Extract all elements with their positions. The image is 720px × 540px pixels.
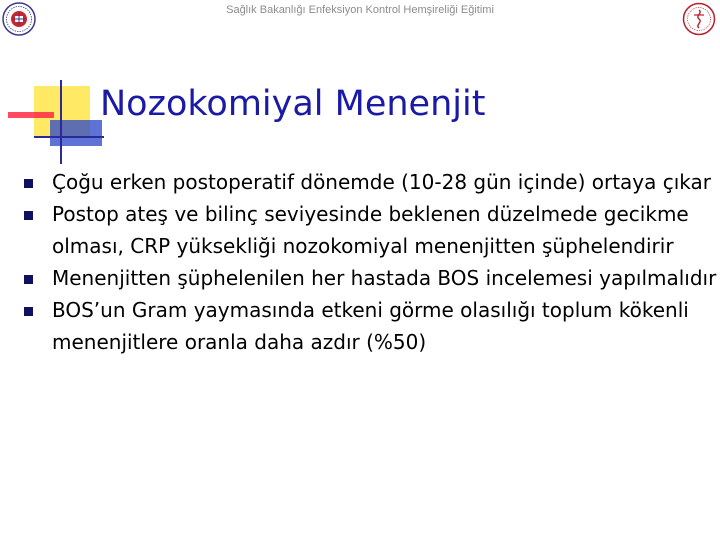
bullet-text: Çoğu erken postoperatif dönemde (10-28 gün içinde) ortaya çıkar — [52, 170, 712, 194]
slide-title: Nozokomiyal Menenjit — [100, 84, 486, 124]
square-bullet-icon — [24, 179, 33, 188]
bullet-list — [24, 166, 718, 358]
square-bullet-icon — [24, 211, 33, 220]
bullet-text: Menenjitten şüphelenilen her hastada BOS incelemesi yapılmalıdır — [52, 266, 717, 290]
list-item — [24, 294, 718, 358]
list-item — [24, 198, 718, 262]
header-text: Sağlık Bakanlığı Enfeksiyon Kontrol Hemşireliği Eğitimi — [226, 4, 494, 16]
bullet-text: BOS’un Gram yaymasında etkeni görme olasılığı toplum kökenli menenjitlere oranla daha azdır (%50) — [52, 298, 689, 354]
square-bullet-icon — [24, 275, 33, 284]
list-item — [24, 262, 718, 294]
hospital-emblem-icon — [682, 2, 716, 36]
bullet-text: Postop ateş ve bilinç seviyesinde beklenen düzelmede gecikme olması, CRP yüksekliği nozokomiyal menenjitten şüphelendirir — [52, 202, 689, 258]
list-item — [24, 166, 718, 198]
square-bullet-icon — [24, 307, 33, 316]
